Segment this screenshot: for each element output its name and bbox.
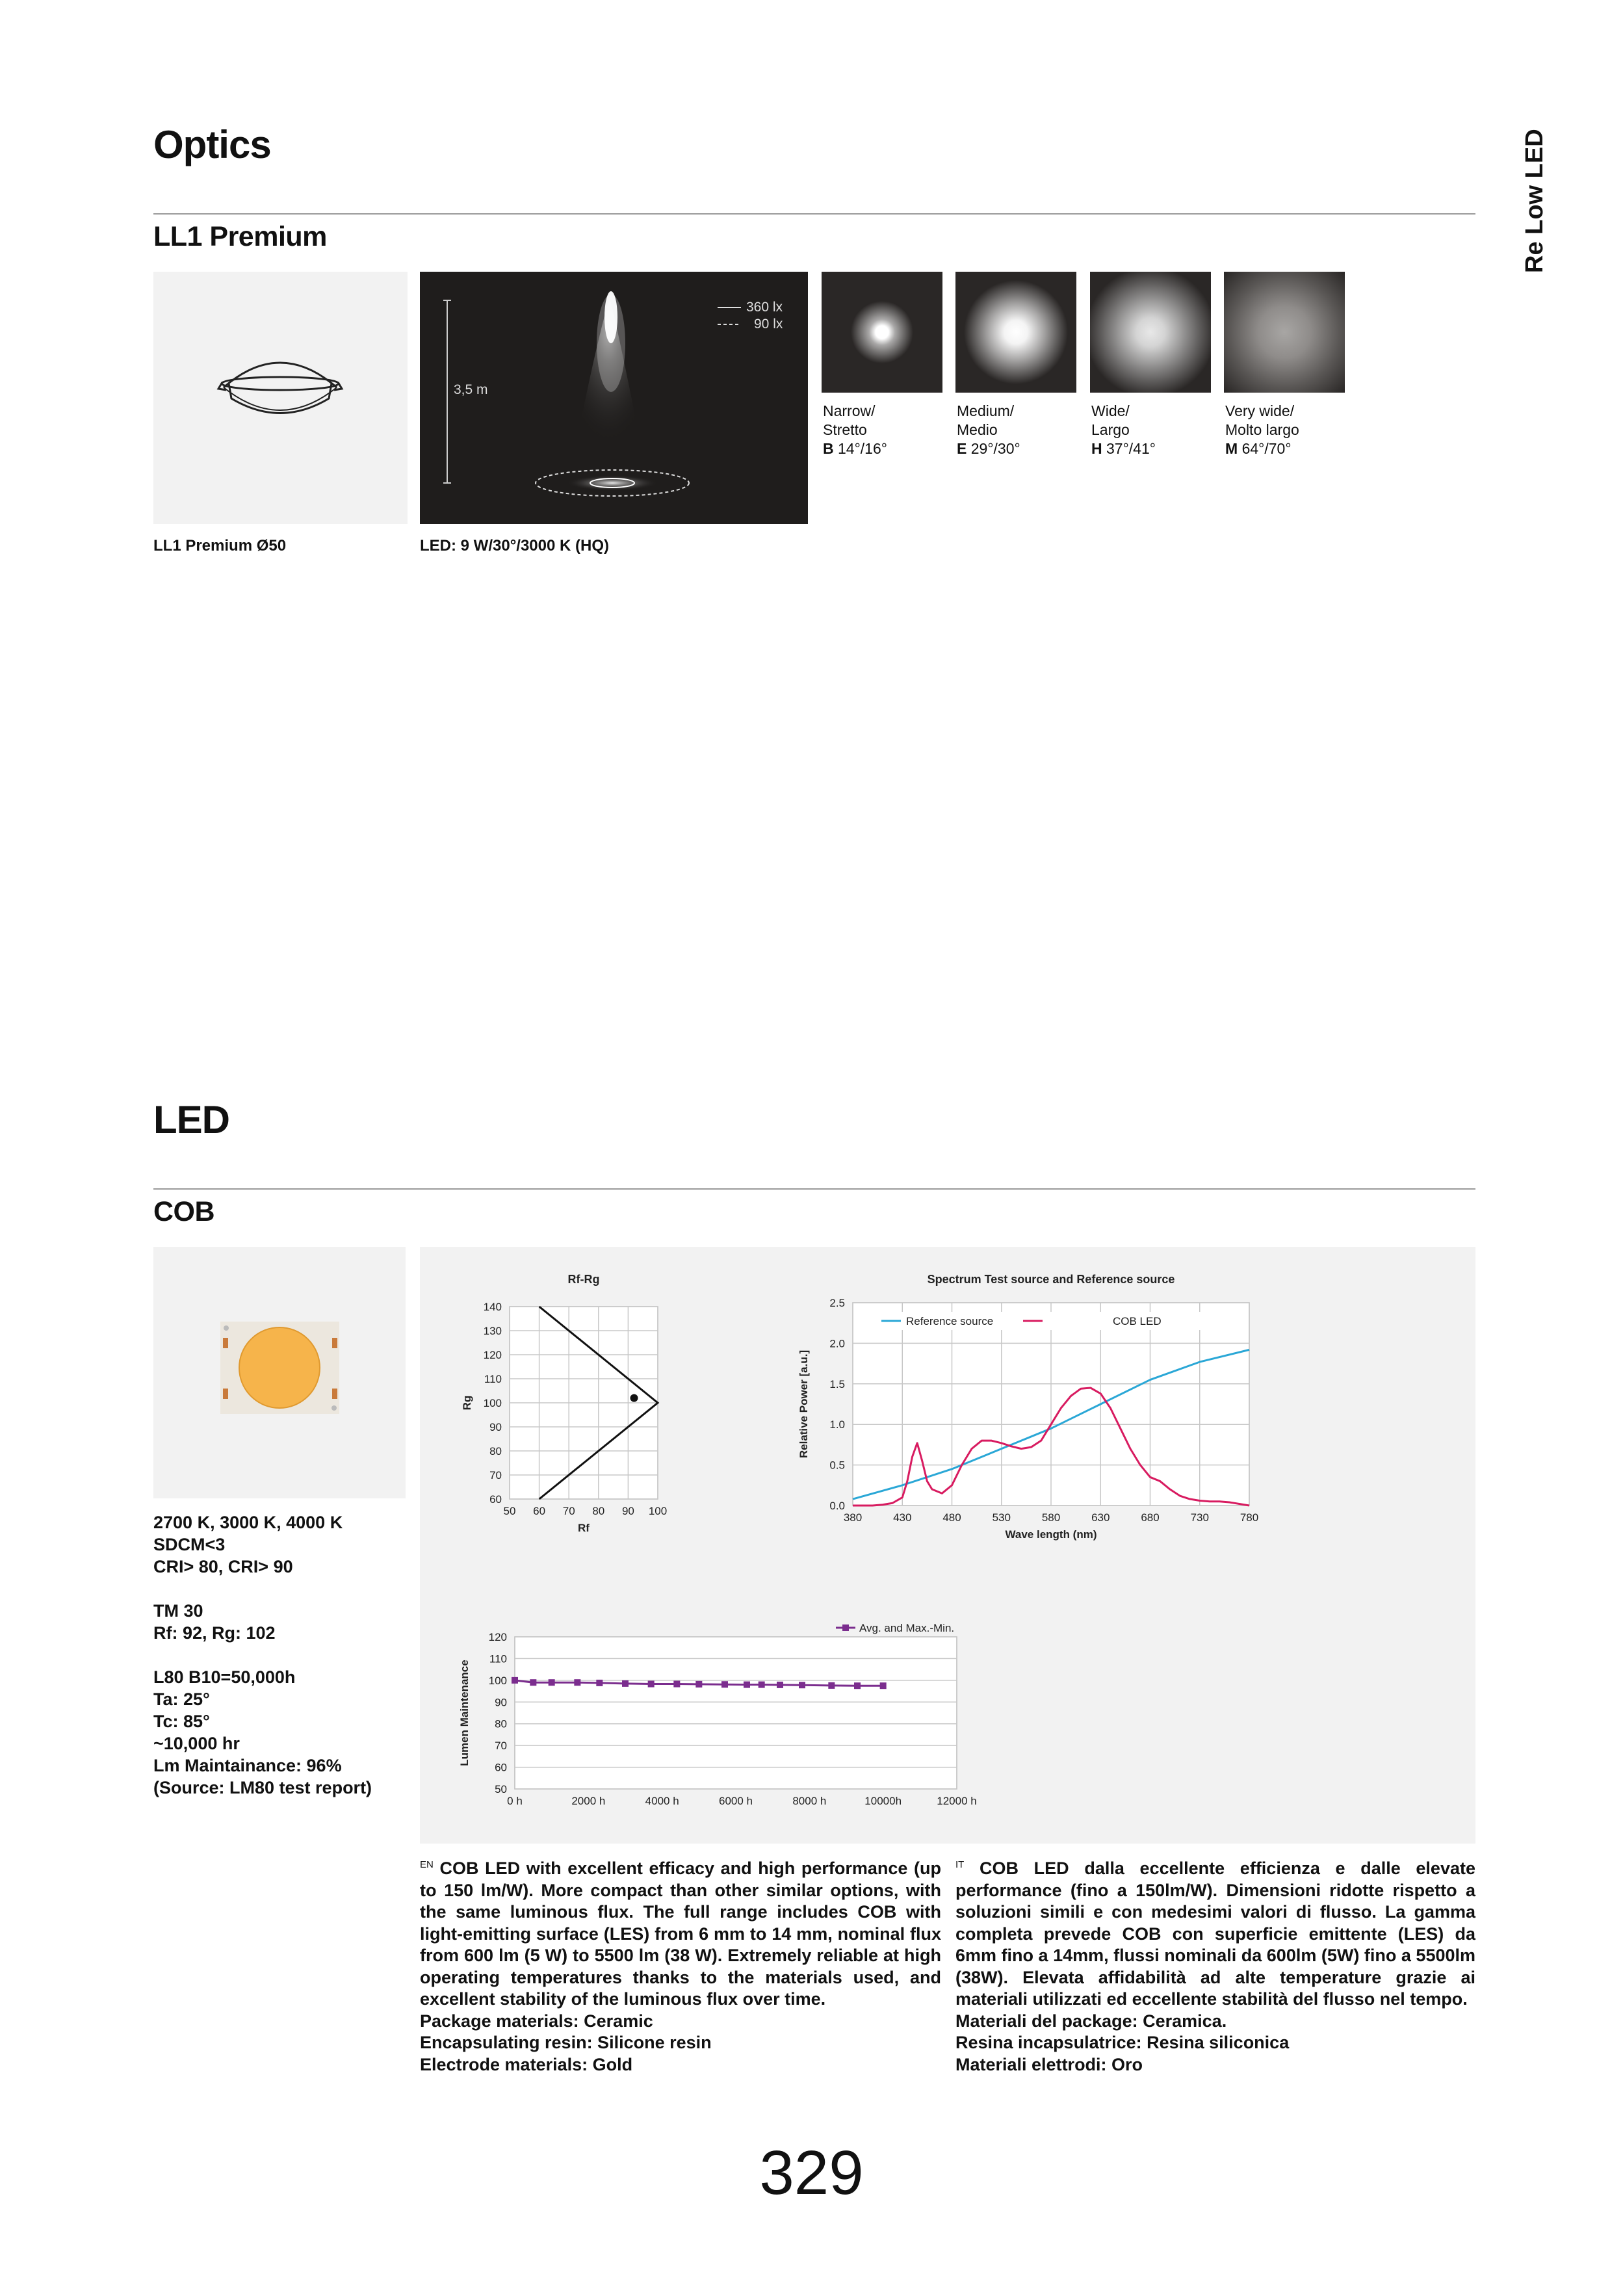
x-tick-label: 730 <box>1190 1511 1209 1524</box>
description-it-paragraph: COB LED dalla eccellente efficienza e dalle elevate performance (fino a 150lm/W). Dimensioni ridotte rispetto a soluzioni simili e con medesimi valori di flusso. La gamma completa prevede COB con superficie emittente (LES) da 6mm fino a 14mm, flussi nominali da 600lm (5W) fino a 5500lm (38W). Elevata affidabilità ad alte temperature grazie ai materiali utilizzati ed eccellente stabilità del flusso nel tempo. <box>955 1859 1475 2009</box>
beam-verywide-label: Very wide/ Molto largo M 64°/70° <box>1225 402 1299 457</box>
x-tick-label: 380 <box>843 1511 863 1524</box>
data-point <box>574 1679 580 1686</box>
y-tick-label: 60 <box>495 1761 507 1774</box>
spec-line: (Source: LM80 test report) <box>153 1778 372 1797</box>
y-tick-label: 80 <box>489 1445 502 1457</box>
data-point <box>673 1681 680 1688</box>
y-axis-label: Relative Power [a.u.] <box>798 1350 810 1459</box>
legend-label: Reference source <box>906 1315 994 1327</box>
data-point <box>744 1682 750 1688</box>
description-en-line: Electrode materials: Gold <box>420 2054 633 2074</box>
charts-panel <box>420 1247 1475 1844</box>
beam-verywide-image <box>1224 272 1345 393</box>
data-point <box>880 1682 887 1689</box>
data-point <box>648 1681 655 1688</box>
side-title: Re Low LED <box>1521 129 1548 273</box>
page-number: 329 <box>759 2138 864 2208</box>
y-tick-label: 2.0 <box>829 1337 845 1350</box>
x-tick-label: 2000 h <box>571 1795 606 1807</box>
photometry-diagram <box>420 272 808 524</box>
spec-line: CRI> 80, CRI> 90 <box>153 1557 293 1576</box>
x-axis-label: Wave length (nm) <box>1005 1528 1097 1541</box>
y-tick-label: 0.5 <box>829 1459 845 1472</box>
data-point <box>530 1679 536 1686</box>
x-tick-label: 780 <box>1240 1511 1259 1524</box>
x-tick-label: 0 h <box>507 1795 523 1807</box>
y-tick-label: 60 <box>489 1493 502 1506</box>
y-axis-label: Lumen Maintenance <box>458 1660 471 1766</box>
y-tick-label: 70 <box>489 1469 502 1481</box>
data-point <box>549 1679 555 1686</box>
y-tick-label: 130 <box>483 1325 502 1337</box>
spec-line: SDCM<3 <box>153 1535 226 1554</box>
led-heading: LED <box>153 1098 229 1141</box>
optics-divider <box>153 213 1475 215</box>
data-point <box>854 1682 861 1689</box>
beam-narrow-image <box>822 272 942 393</box>
spec-line: TM 30 <box>153 1601 203 1621</box>
x-tick-label: 50 <box>503 1505 516 1517</box>
y-tick-label: 50 <box>495 1783 507 1795</box>
data-point <box>777 1682 783 1688</box>
x-tick-label: 80 <box>592 1505 605 1517</box>
description-en <box>420 1854 941 2076</box>
spec-line: 2700 K, 3000 K, 4000 K <box>153 1513 343 1532</box>
x-tick-label: 6000 h <box>719 1795 753 1807</box>
spec-line: Tc: 85° <box>153 1712 210 1731</box>
description-it-line: Resina incapsulatrice: Resina siliconica <box>955 2033 1290 2052</box>
data-point <box>596 1680 603 1686</box>
y-tick-label: 90 <box>495 1696 507 1709</box>
x-tick-label: 630 <box>1091 1511 1110 1524</box>
plot-area <box>515 1637 957 1789</box>
lang-tag-en: EN <box>420 1859 434 1870</box>
x-tick-label: 12000 h <box>937 1795 977 1807</box>
y-tick-label: 120 <box>488 1631 507 1643</box>
y-tick-label: 1.5 <box>829 1377 845 1390</box>
data-point <box>799 1682 805 1688</box>
charts-svg <box>420 1247 1475 1844</box>
y-tick-label: 70 <box>495 1740 507 1753</box>
spec-line: Rf: 92, Rg: 102 <box>153 1623 276 1643</box>
y-tick-label: 140 <box>483 1301 502 1313</box>
x-tick-label: 430 <box>893 1511 912 1524</box>
x-tick-label: 480 <box>942 1511 961 1524</box>
legend-360lx: 360 lx <box>746 300 783 315</box>
beam-medium-label: Medium/ Medio E 29°/30° <box>957 402 1020 457</box>
description-it-line: Materiali elettrodi: Oro <box>955 2054 1143 2074</box>
photometry-caption: LED: 9 W/30°/3000 K (HQ) <box>420 537 609 554</box>
data-point <box>759 1682 765 1688</box>
legend-swatch-marker <box>842 1624 849 1631</box>
data-point <box>721 1681 728 1688</box>
x-tick-label: 8000 h <box>792 1795 827 1807</box>
x-axis-label: Rf <box>578 1522 590 1534</box>
product-image <box>153 272 408 524</box>
led-specs <box>153 1511 372 1799</box>
chart-title: Rf-Rg <box>567 1273 600 1286</box>
optics-subheading: LL1 Premium <box>153 221 327 252</box>
y-tick-label: 1.0 <box>829 1418 845 1431</box>
x-tick-label: 10000h <box>864 1795 902 1807</box>
cob-image <box>153 1247 406 1498</box>
description-it-line: Materiali del package: Ceramica. <box>955 2011 1227 2031</box>
spec-line: ~10,000 hr <box>153 1734 240 1753</box>
y-tick-label: 110 <box>489 1652 507 1665</box>
description-en-line: Package materials: Ceramic <box>420 2011 653 2031</box>
spec-line: Lm Maintainance: 96% <box>153 1756 342 1775</box>
product-caption: LL1 Premium Ø50 <box>153 537 287 554</box>
height-label: 3,5 m <box>454 382 488 397</box>
y-tick-label: 2.5 <box>829 1297 845 1309</box>
y-tick-label: 0.0 <box>829 1500 845 1512</box>
legend-label: Avg. and Max.-Min. <box>859 1622 955 1634</box>
x-tick-label: 4000 h <box>645 1795 679 1807</box>
beam-medium-image <box>955 272 1076 393</box>
optics-heading: Optics <box>153 123 271 166</box>
lang-tag-it: IT <box>955 1859 965 1870</box>
x-tick-label: 90 <box>621 1505 634 1517</box>
description-en-line: Encapsulating resin: Silicone resin <box>420 2033 712 2052</box>
x-tick-label: 580 <box>1041 1511 1061 1524</box>
spec-line: L80 B10=50,000h <box>153 1667 296 1687</box>
y-axis-label: Rg <box>461 1395 473 1411</box>
x-tick-label: 60 <box>533 1505 546 1517</box>
y-tick-label: 100 <box>483 1397 502 1409</box>
x-tick-label: 680 <box>1141 1511 1160 1524</box>
beam-narrow-label: Narrow/ Stretto B 14°/16° <box>823 402 887 457</box>
data-point <box>512 1677 518 1684</box>
y-tick-label: 100 <box>488 1674 507 1687</box>
y-tick-label: 120 <box>483 1349 502 1361</box>
x-tick-label: 100 <box>648 1505 668 1517</box>
y-tick-label: 90 <box>489 1421 502 1433</box>
rf-rg-point <box>630 1394 638 1402</box>
y-tick-label: 80 <box>495 1717 507 1730</box>
legend-label: COB LED <box>1113 1315 1162 1327</box>
data-point <box>695 1681 702 1688</box>
data-point <box>622 1680 629 1687</box>
x-tick-label: 530 <box>992 1511 1011 1524</box>
led-divider <box>153 1188 1475 1190</box>
description-it <box>955 1854 1475 2076</box>
spec-line: Ta: 25° <box>153 1689 210 1709</box>
beam-wide-label: Wide/ Largo H 37°/41° <box>1091 402 1156 457</box>
x-tick-label: 70 <box>562 1505 575 1517</box>
data-point <box>828 1682 835 1689</box>
legend-90lx: 90 lx <box>754 317 783 332</box>
y-tick-label: 110 <box>484 1373 502 1385</box>
chart-title: Spectrum Test source and Reference source <box>927 1273 1175 1286</box>
description-en-paragraph: COB LED with excellent efficacy and high performance (up to 150 lm/W). More compact than other similar options, with the same luminous flux. The full range includes COB with light-emitting surface (LES) from 6 mm to 14 mm, nominal flux from 600 lm (5 W) to 5500 lm (38 W). Extremely reliable at high operating temperatures thanks to the materials used, and excellent stability of the luminous flux over time. <box>420 1859 941 2009</box>
led-subheading: COB <box>153 1196 215 1227</box>
beam-wide-image <box>1090 272 1211 393</box>
